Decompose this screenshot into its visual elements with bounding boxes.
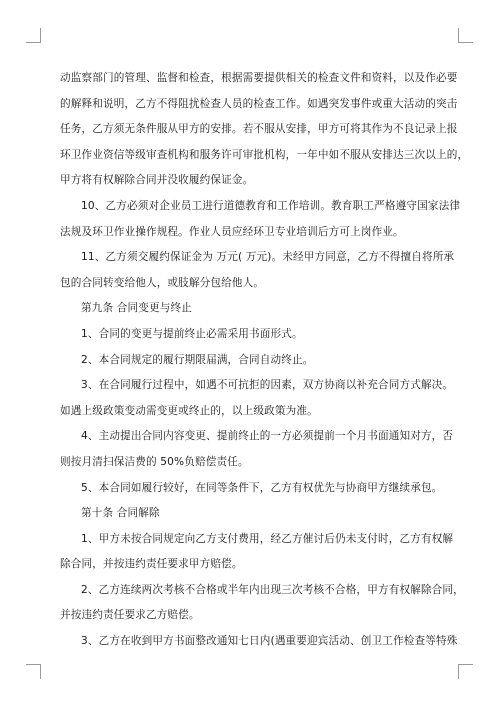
article-10-item-1: 1、甲方未按合同规定向乙方支付费用，经乙方催讨后仍未支付时，乙方有权解	[81, 532, 454, 545]
text-line: 如遇上级政策变动需变更或终止的，以上级政策为准。	[60, 404, 318, 417]
text-line: 甲方将有权解除合同并没收履约保证金。	[60, 174, 254, 187]
crop-mark-top-left	[26, 28, 41, 43]
text-line: 则按月清扫保洁费的 50%负赔偿责任。	[60, 455, 249, 468]
text-line: 任务，乙方须无条件服从甲方的安排。若不服从安排，甲方可将其作为不良记录上报	[60, 123, 458, 136]
article-9-heading: 第九条 合同变更与终止	[81, 302, 192, 315]
article-9-item-4: 4、主动提出合同内容变更、提前终止的一方必须提前一个月书面通知对方，否	[81, 430, 454, 443]
article-10-heading: 第十条 合同解除	[81, 507, 160, 520]
article-9-item-5: 5、本合同如履行较好，在同等条件下，乙方有权优先与协商甲方继续承包。	[81, 481, 443, 494]
clause-11-line: 11、乙方须交履约保证金为 万元( 万元)。未经甲方同意，乙方不得擅自将所承	[81, 251, 455, 264]
article-10-item-2: 2、乙方连续两次考核不合格或半年内出现三次考核不合格，甲方有权解除合同，	[81, 583, 464, 596]
article-10-item-3: 3、乙方在收到甲方书面整改通知七日内(遇重要迎宾活动、创卫工作检查等特殊	[81, 635, 458, 648]
article-9-item-2: 2、本合同规定的履行期限届满，合同自动终止。	[81, 353, 314, 366]
text-line: 环卫作业资信等级审查机构和服务许可审批机构，一年中如不服从安排达三次以上的，	[60, 148, 469, 161]
crop-mark-top-right	[458, 28, 473, 43]
text-line: 并按违约责任要求乙方赔偿。	[60, 609, 200, 622]
clause-10-line: 10、乙方必须对企业员工进行道德教育和工作培训。教育职工严格遵守国家法律	[81, 199, 461, 212]
document-body	[60, 66, 469, 655]
text-line: 的解释和说明，乙方不得阻扰检查人员的检查工作。如遇突发事件或重大活动的突击	[60, 97, 458, 110]
article-9-item-3: 3、在合同履行过程中，如遇不可抗拒的因素，双方协商以补充合同方式解决。	[81, 379, 454, 392]
text-line: 包的合同转变给他人，或肢解分包给他人。	[60, 276, 265, 289]
crop-mark-bottom-left	[26, 664, 41, 679]
text-line: 除合同，并按违约责任要求甲方赔偿。	[60, 558, 243, 571]
crop-mark-bottom-right	[458, 664, 473, 679]
text-line: 法规及环卫作业操作规程。作业人员应经环卫专业培训后方可上岗作业。	[60, 225, 404, 238]
text-line: 动监察部门的管理、监督和检查，根据需要提供相关的检查文件和资料，以及作必要	[60, 72, 458, 84]
article-9-item-1: 1、合同的变更与提前终止必需采用书面形式。	[81, 327, 303, 340]
